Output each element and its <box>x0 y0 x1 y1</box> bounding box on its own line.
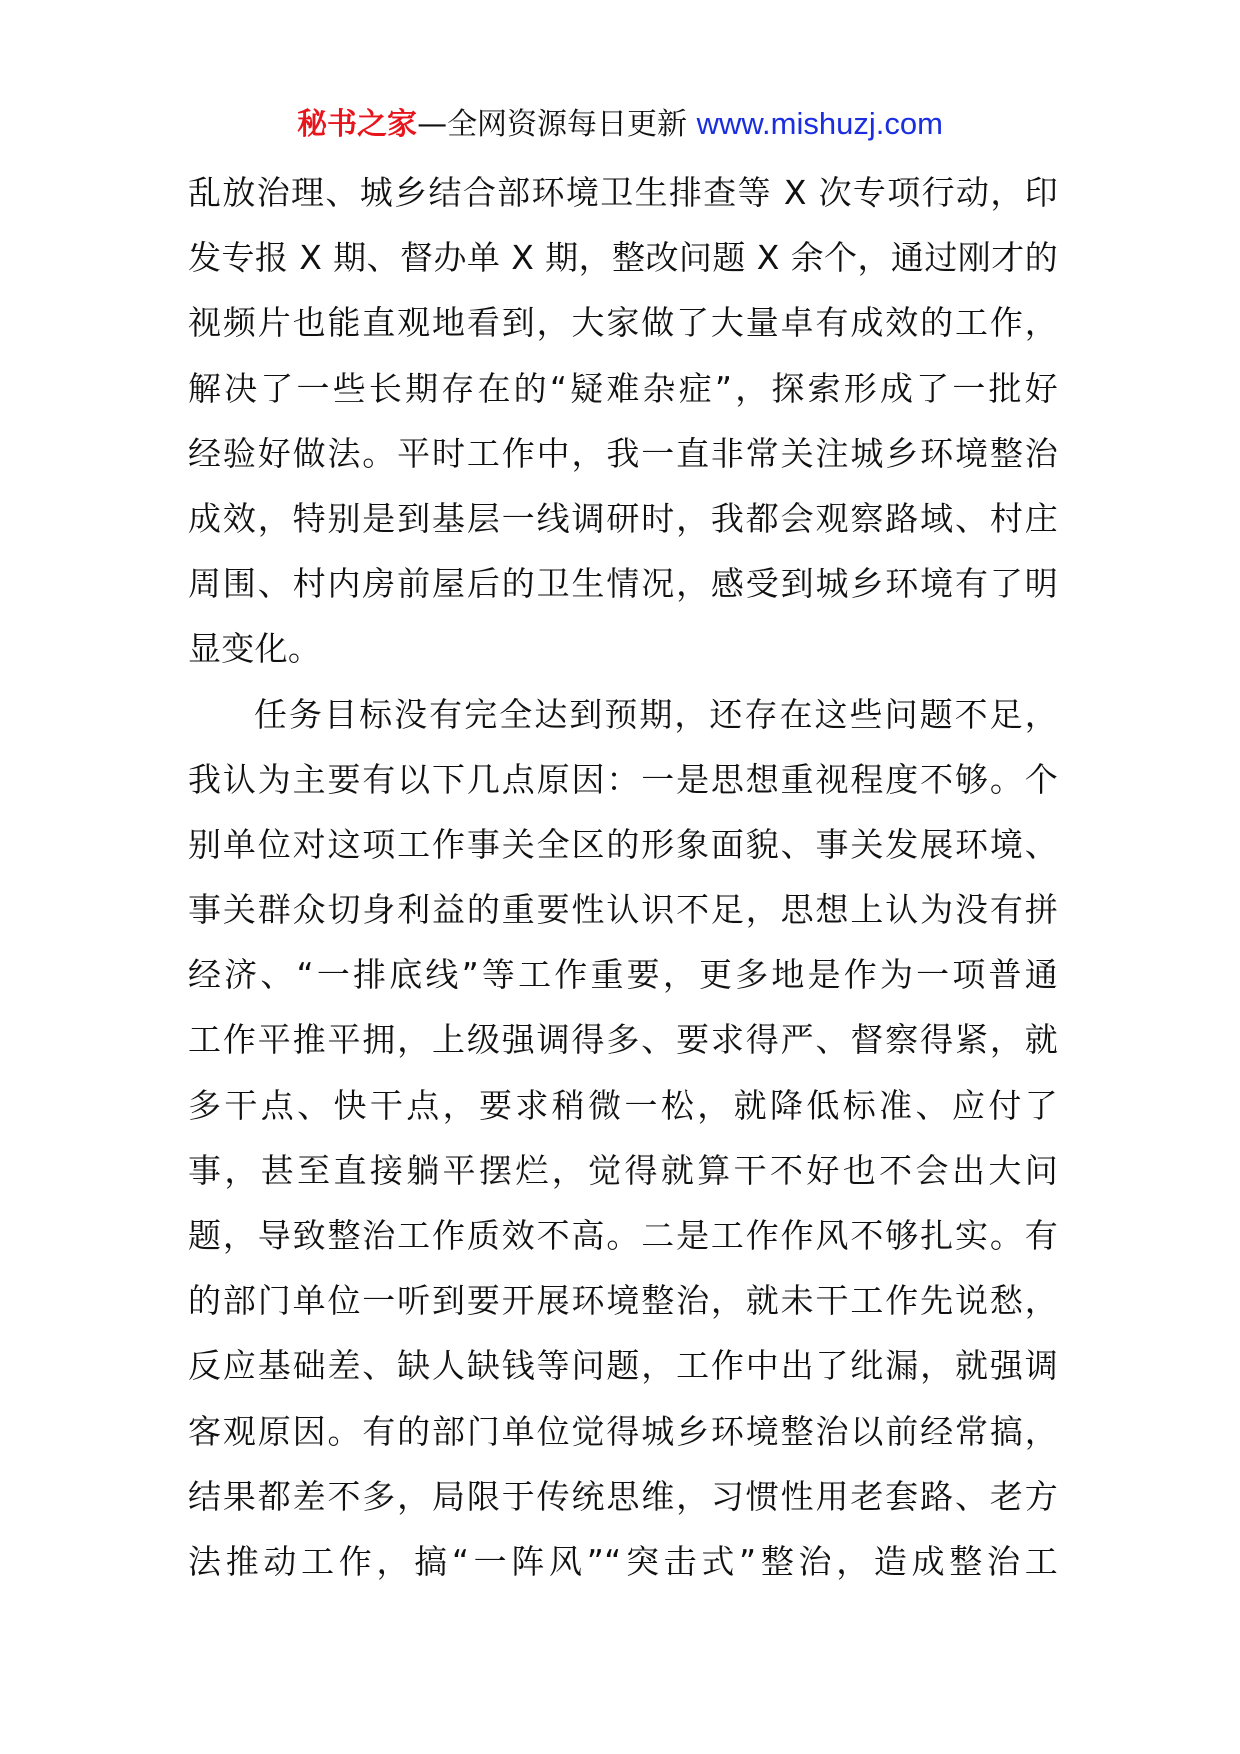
text-line: 事关群众切身利益的重要性认识不足，思想上认为没有拼 <box>188 890 1058 930</box>
text-line: 事，甚至直接躺平摆烂，觉得就算干不好也不会出大问 <box>188 1150 1058 1190</box>
paragraph-start-line: 任务目标没有完全达到预期，还存在这些问题不足， <box>254 694 1058 734</box>
text-line: 的部门单位一听到要开展环境整治，就未干工作先说愁， <box>188 1281 1058 1321</box>
header-tagline: —全网资源每日更新 <box>417 107 697 142</box>
text-line: 工作平推平拥，上级强调得多、要求得严、督察得紧，就 <box>188 1020 1058 1060</box>
text-line: 多干点、快干点，要求稍微一松，就降低标准、应付了 <box>188 1085 1058 1125</box>
text-line: 成效，特别是到基层一线调研时，我都会观察路域、村庄 <box>188 498 1058 538</box>
text-line: 乱放治理、城乡结合部环境卫生排查等 X 次专项行动，印 <box>188 173 1058 212</box>
document-body <box>188 160 1058 1594</box>
text-line: 反应基础差、缺人缺钱等问题，工作中出了纰漏，就强调 <box>188 1346 1058 1386</box>
text-line: 客观原因。有的部门单位觉得城乡环境整治以前经常搞， <box>188 1411 1058 1451</box>
paragraph-end-line: 显变化。 <box>188 629 322 669</box>
text-line: 题，导致整治工作质效不高。二是工作作风不够扎实。有 <box>188 1216 1058 1255</box>
text-line: 经验好做法。平时工作中，我一直非常关注城乡环境整治 <box>188 433 1058 473</box>
text-line: 周围、村内房前屋后的卫生情况，感受到城乡环境有了明 <box>188 564 1058 604</box>
text-line: 结果都差不多，局限于传统思维，习惯性用老套路、老方 <box>188 1476 1058 1516</box>
brand-name: 秘书之家 <box>297 107 418 142</box>
site-url-link[interactable]: www.mishuzj.com <box>696 106 943 141</box>
page-header <box>0 100 1240 149</box>
text-line: 法推动工作，搞“一阵风”“突击式”整治，造成整治工 <box>188 1541 1058 1581</box>
text-line: 经济、“一排底线”等工作重要，更多地是作为一项普通 <box>188 955 1058 995</box>
text-line: 我认为主要有以下几点原因：一是思想重视程度不够。个 <box>188 759 1058 799</box>
text-line: 发专报 X 期、督办单 X 期，整改问题 X 余个，通过刚才的 <box>188 238 1058 278</box>
text-line: 别单位对这项工作事关全区的形象面貌、事关发展环境、 <box>188 824 1058 864</box>
text-line: 解决了一些长期存在的“疑难杂症”，探索形成了一批好 <box>188 368 1058 408</box>
text-line: 视频片也能直观地看到，大家做了大量卓有成效的工作， <box>188 303 1058 343</box>
